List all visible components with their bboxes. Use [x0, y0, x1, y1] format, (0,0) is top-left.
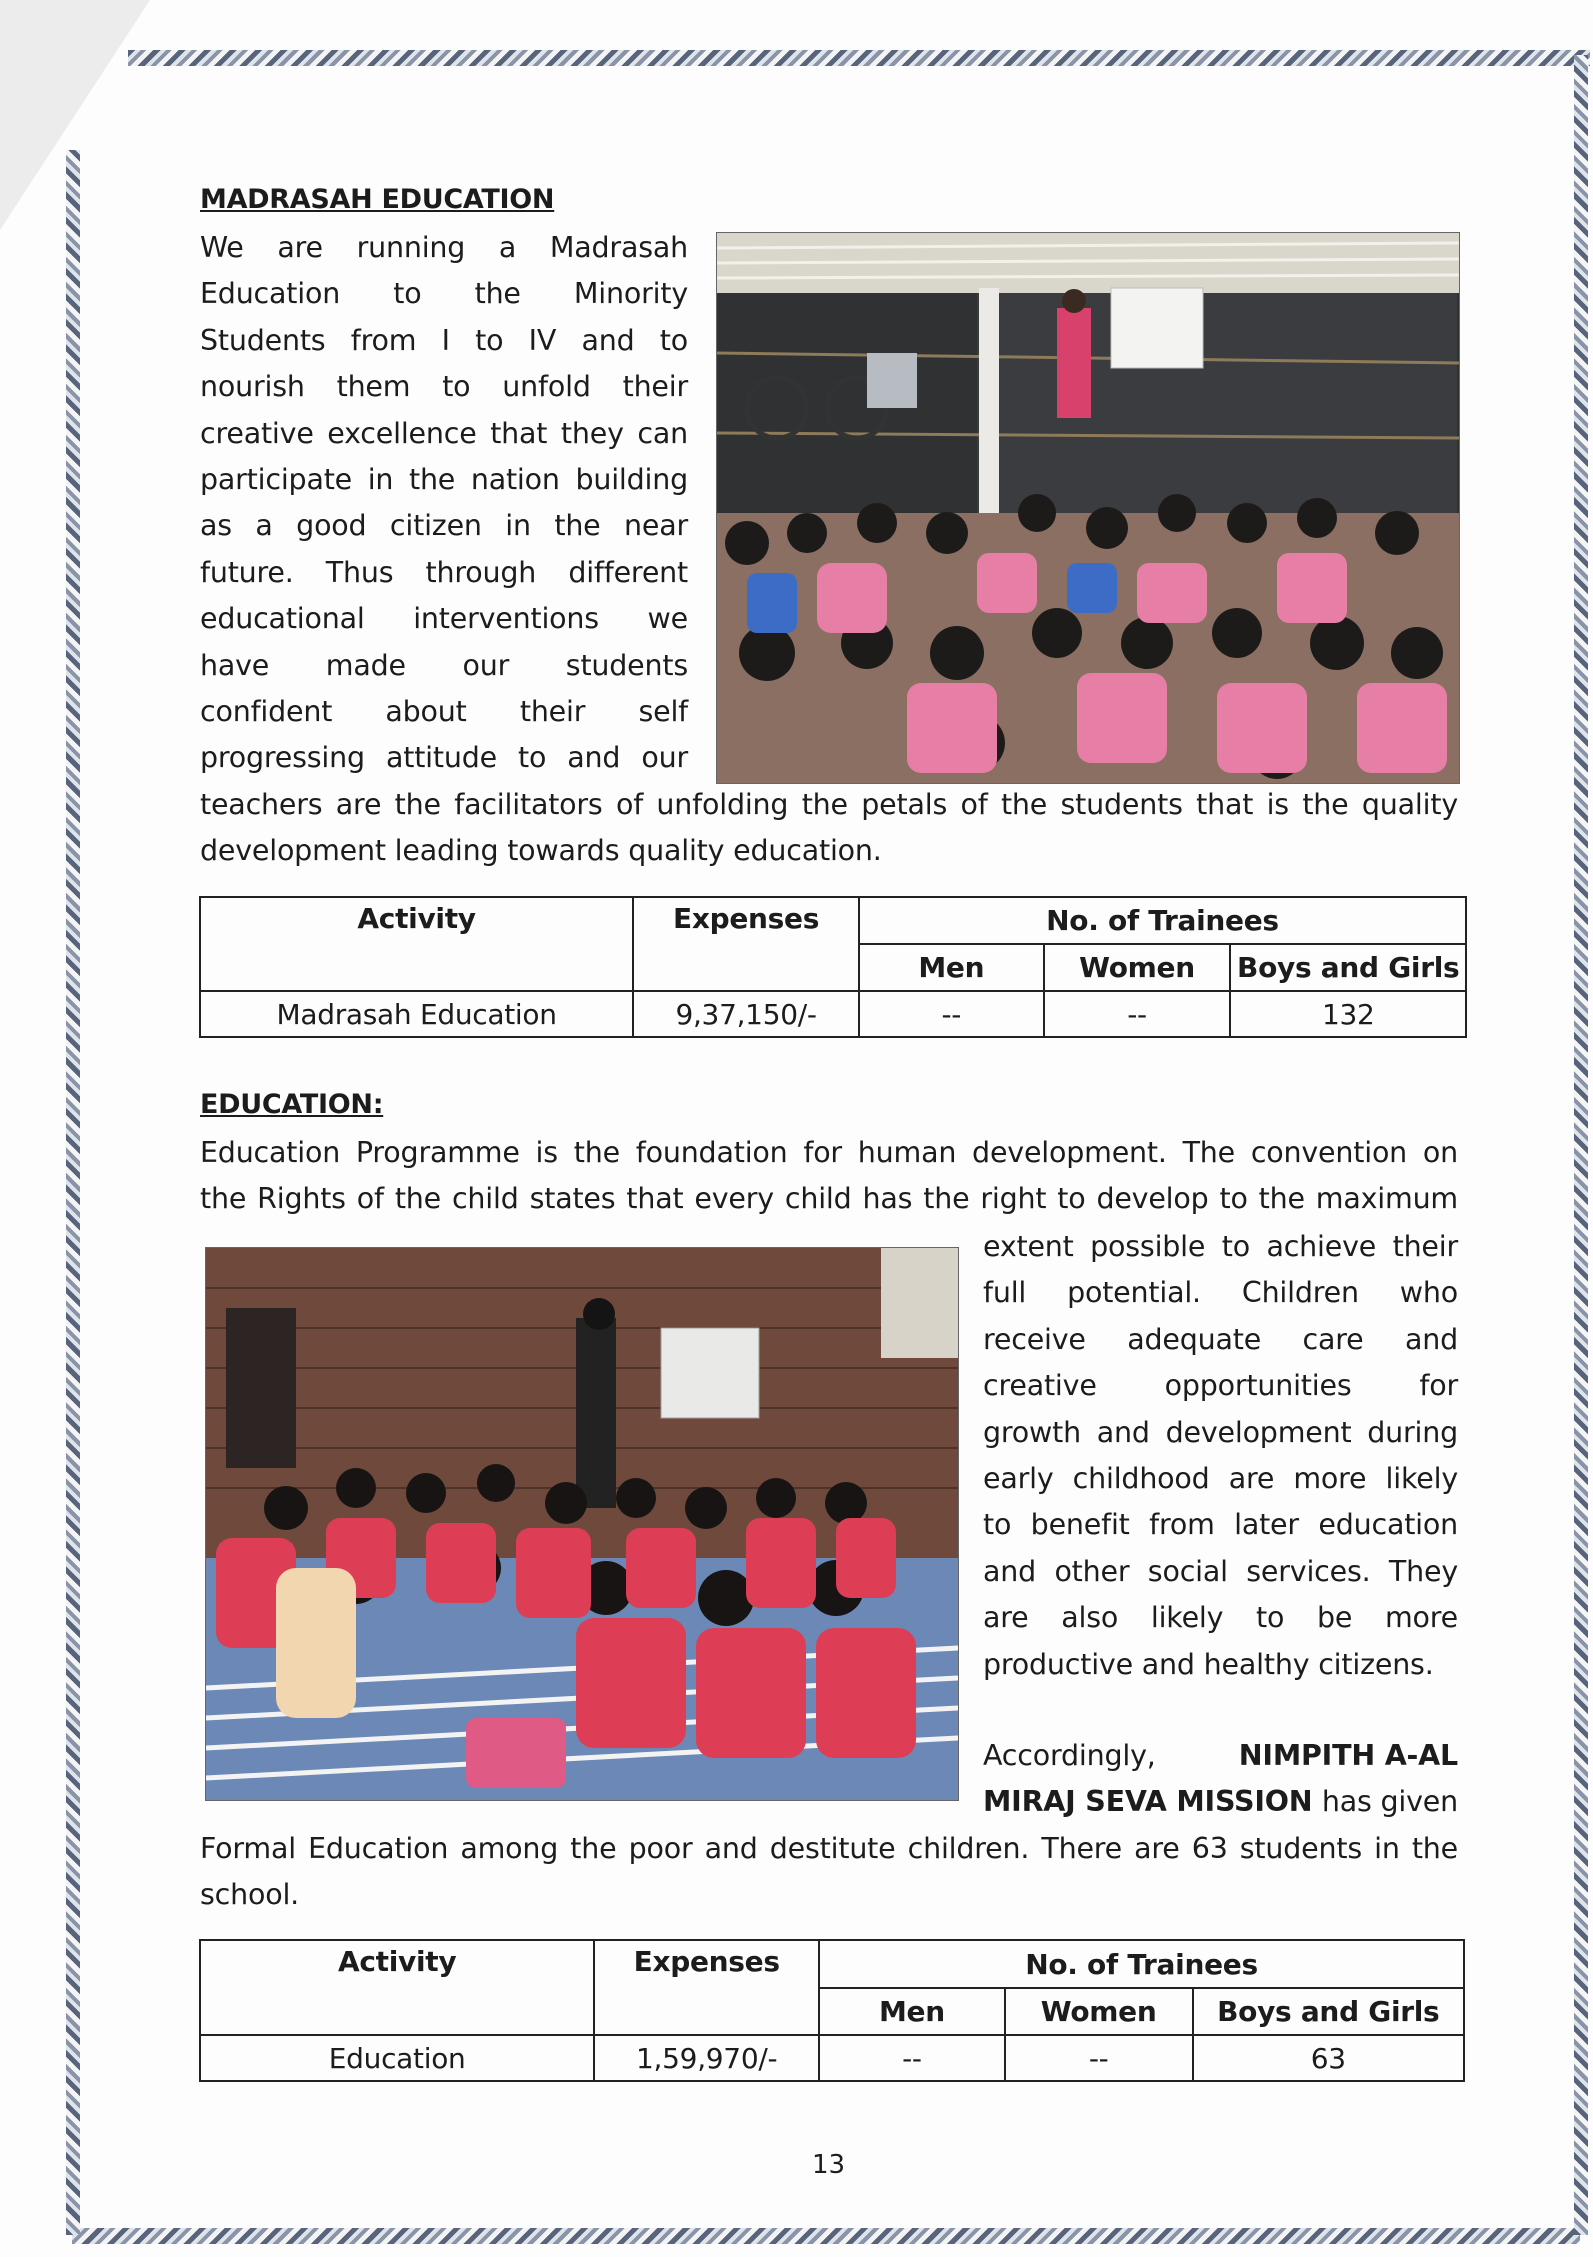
text-line: productive and healthy citizens.: [983, 1647, 1434, 1681]
table-header-trainees: No. of Trainees: [859, 897, 1466, 944]
text-line: extent possible to achieve their: [983, 1230, 1458, 1263]
cell-women: --: [1005, 2035, 1193, 2081]
text-line: We are running a Madrasah: [200, 231, 688, 264]
org-name-part-2: MIRAJ SEVA MISSION: [983, 1785, 1313, 1819]
cell-men: --: [859, 991, 1044, 1037]
table-row: [200, 2035, 1464, 2081]
education-paragraph-right: [983, 1224, 1458, 1688]
text-line: development leading towards quality education.: [200, 834, 882, 868]
cell-activity: Education: [200, 2035, 594, 2081]
text-line: to benefit from later education: [983, 1508, 1458, 1542]
text-line: Education Programme is the foundation for human development. The convention on: [200, 1136, 1458, 1169]
text-line: participate in the nation building: [200, 463, 688, 497]
cell-women: --: [1044, 991, 1231, 1037]
madrasah-paragraph-full: [200, 782, 1458, 875]
cell-expenses: 9,37,150/-: [633, 991, 859, 1037]
madrasah-activity-table: [199, 896, 1467, 1038]
education-accordingly-text: [983, 1733, 1458, 1826]
table-subheader-women: Women: [1044, 944, 1231, 991]
table-subheader-men: Men: [859, 944, 1044, 991]
text-line: future. Thus through different: [200, 555, 688, 589]
education-activity-table: [199, 1939, 1465, 2082]
table-subheader-men: Men: [819, 1988, 1005, 2035]
table-subheader-boys-girls: Boys and Girls: [1193, 1988, 1464, 2035]
decorative-border-right: [1574, 55, 1588, 2235]
text-line: Students from I to IV and to: [200, 323, 688, 357]
madrasah-classroom-photo: [716, 232, 1460, 784]
text-line: creative excellence that they can: [200, 416, 688, 450]
decorative-border-left: [66, 150, 80, 2235]
text-line: nourish them to unfold their: [200, 370, 688, 404]
text-line: have made our students: [200, 648, 688, 682]
text-has-given: has given: [1321, 1785, 1458, 1819]
table-header-trainees: No. of Trainees: [819, 1940, 1464, 1988]
text-accordingly: Accordingly,: [983, 1739, 1156, 1772]
table-header-activity: Activity: [200, 897, 633, 991]
madrasah-heading: MADRASAH EDUCATION: [200, 184, 555, 215]
text-line: [983, 1733, 1458, 1779]
text-line: are also likely to be more: [983, 1601, 1458, 1635]
text-line: the Rights of the child states that every child has the right to develop to the maximum: [200, 1182, 1458, 1216]
text-line: early childhood are more likely: [983, 1462, 1458, 1496]
cell-boys-girls: 63: [1193, 2035, 1464, 2081]
text-line: educational interventions we: [200, 602, 688, 636]
page-number: 13: [812, 2150, 846, 2180]
education-paragraph-top: [200, 1130, 1458, 1223]
cell-activity: Madrasah Education: [200, 991, 633, 1037]
text-line: growth and development during: [983, 1415, 1458, 1449]
table-row: [200, 991, 1466, 1037]
text-line: receive adequate care and: [983, 1322, 1458, 1356]
madrasah-paragraph-left: [200, 225, 688, 782]
table-header-expenses: Expenses: [633, 897, 859, 991]
text-line: as a good citizen in the near: [200, 509, 688, 543]
text-line: confident about their self: [200, 695, 688, 729]
table-subheader-women: Women: [1005, 1988, 1193, 2035]
text-line: and other social services. They: [983, 1554, 1458, 1588]
table-header-activity: Activity: [200, 1940, 594, 2035]
cell-boys-girls: 132: [1230, 991, 1466, 1037]
cell-men: --: [819, 2035, 1005, 2081]
text-line: creative opportunities for: [983, 1369, 1458, 1403]
table-header-expenses: Expenses: [594, 1940, 819, 2035]
text-line: full potential. Children who: [983, 1276, 1458, 1310]
cell-expenses: 1,59,970/-: [594, 2035, 819, 2081]
text-line: school.: [200, 1878, 300, 1912]
decorative-border-bottom: [72, 2228, 1580, 2244]
table-subheader-boys-girls: Boys and Girls: [1230, 944, 1466, 991]
text-line: [983, 1779, 1458, 1825]
decorative-border-top: [128, 50, 1590, 66]
text-line: Formal Education among the poor and destitute children. There are 63 students in the: [200, 1832, 1458, 1865]
education-classroom-photo: [205, 1247, 959, 1801]
education-paragraph-bottom: [200, 1826, 1458, 1919]
org-name-part-1: NIMPITH A-AL: [1238, 1739, 1458, 1772]
text-line: progressing attitude to and our: [200, 741, 688, 775]
text-line: Education to the Minority: [200, 277, 688, 311]
education-heading: EDUCATION:: [200, 1089, 384, 1120]
text-line: teachers are the facilitators of unfolding the petals of the students that is the quality: [200, 788, 1458, 821]
